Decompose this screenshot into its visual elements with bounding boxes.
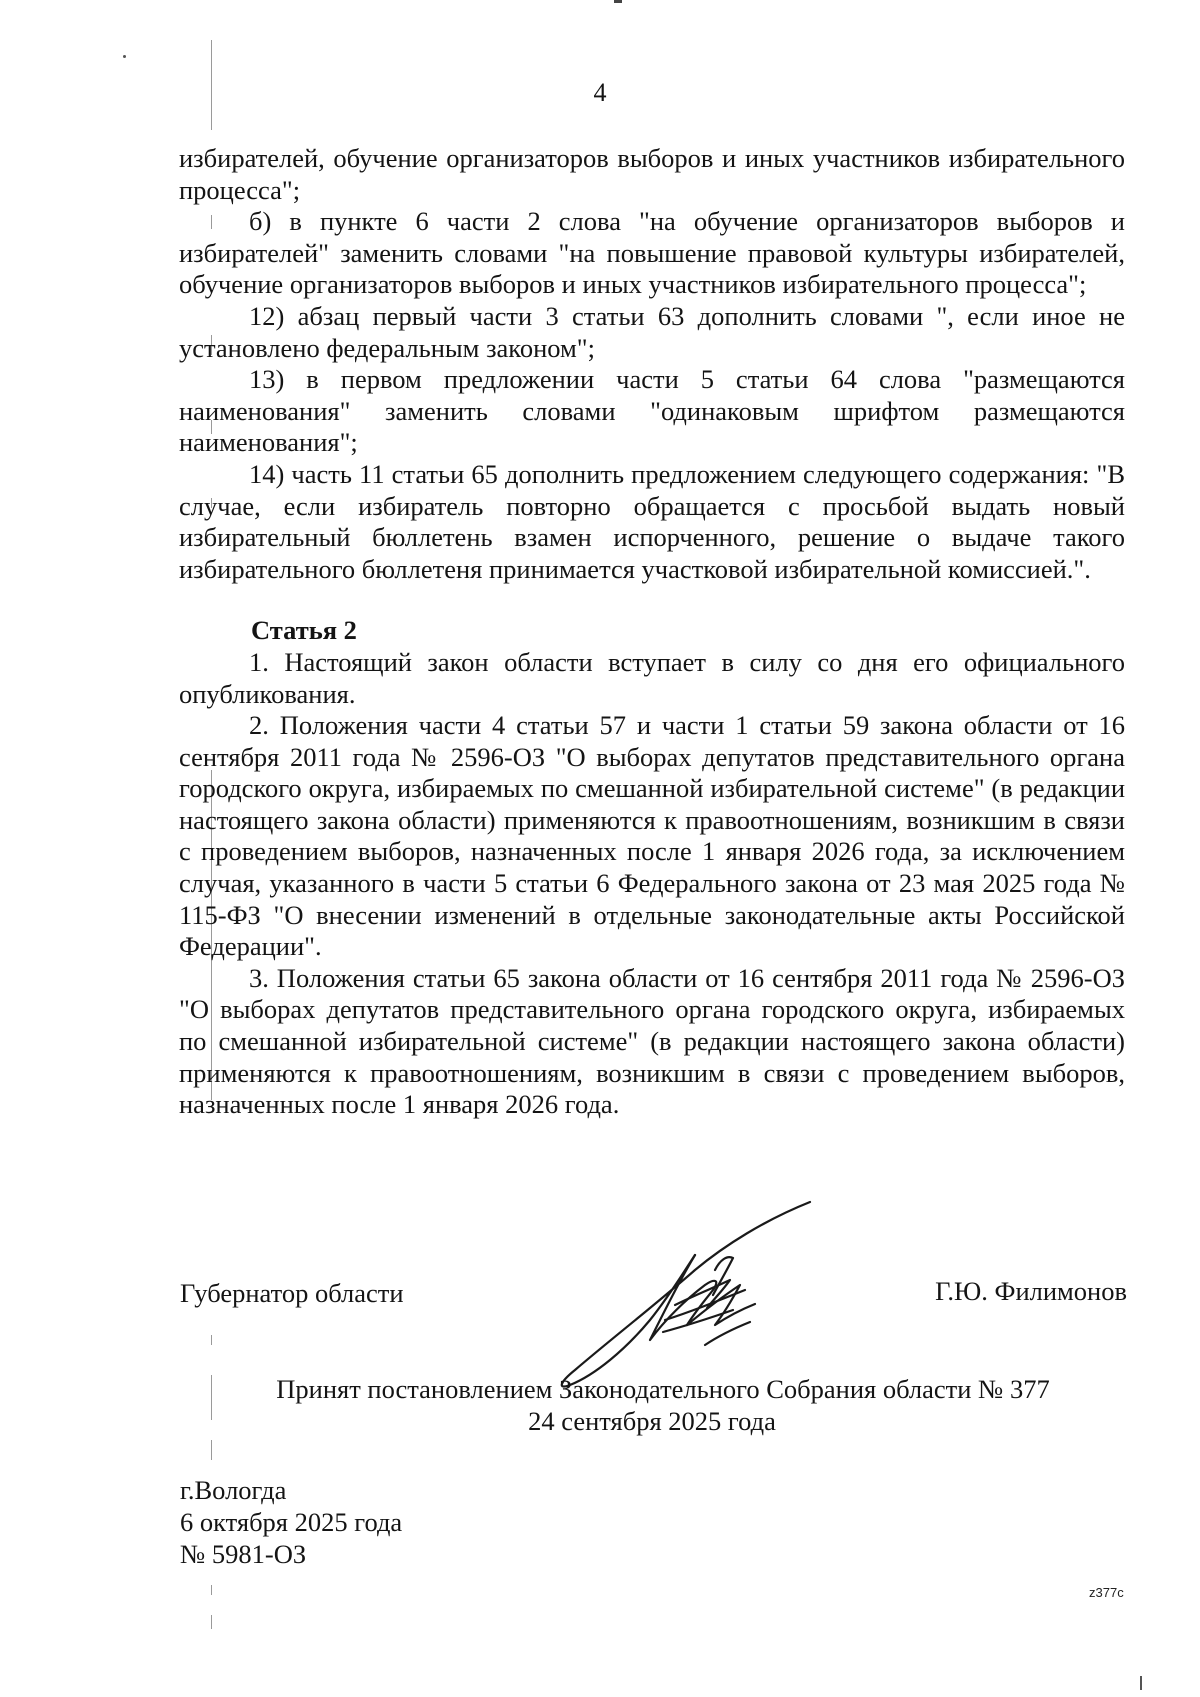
binding-margin-line [211,1585,212,1595]
law-date: 6 октября 2025 года [180,1507,403,1537]
signatory-name: Г.Ю. Филимонов [935,1276,1127,1306]
article-paragraph-list [179,647,1125,1121]
binding-margin-line [211,1615,212,1629]
body-paragraph: 3. Положения статьи 65 закона области от 16 сентября 2011 года № 2596-ОЗ "О выборах депутатов представительного органа городского округа, избираемых по смешанной избирательной системе" (в редакции настоящего закона области) применяются к правоотношениям, возникшим в связи с проведением выборов, назначенных после 1 января 2026 года. [179,962,1125,1120]
scan-artifact-bottom [1140,1676,1142,1690]
article-heading: Статья 2 [251,615,357,646]
body-paragraph: б) в пункте 6 части 2 слова "на обучение организаторов выборов и избирателей" заменить словами "на повышение правовой культуры избирателей, обучение организаторов выборов и иных участников избирательного процесса"; [179,206,1125,300]
law-number: № 5981-ОЗ [180,1539,307,1569]
body-paragraph: 1. Настоящий закон области вступает в силу со дня его официального опубликования. [179,646,1125,709]
body-paragraph: 14) часть 11 статьи 65 дополнить предложением следующего содержания: "В случае, если избиратель повторно обращается с просьбой выдать новый избирательный бюллетень взамен испорченного, решение о выдаче такого избирательного бюллетеня принимается участковой избирательной комиссией.". [179,458,1125,584]
body-paragraph: избирателей, обучение организаторов выборов и иных участников избирательного процесса"; [179,143,1125,205]
binding-margin-line [211,1335,212,1345]
body-paragraph: 13) в первом предложении части 5 статьи 64 слова "размещаются наименования" заменить словами "одинаковым шрифтом размещаются наименования"; [179,364,1125,458]
amendment-list [179,143,1125,585]
document-body [179,143,1125,1121]
law-details [180,1474,402,1570]
law-city: г.Вологда [180,1475,287,1505]
document-code: z377c [1089,1585,1124,1600]
body-paragraph: 2. Положения части 4 статьи 57 и части 1 статьи 59 закона области от 16 сентября 2011 года № 2596-ОЗ "О выборах депутатов представительного органа городского округа, избираемых по смешанной избирательной системе" (в редакции настоящего закона области) применяются к правоотношениям, возникшим в связи с проведением выборов, назначенных после 1 января 2026 года, за исключением случая, указанного в части 5 статьи 6 Федерального закона от 23 мая 2025 года № 115-ФЗ "О внесении изменений в отдельные законодательные акты Российской Федерации". [179,710,1125,962]
signatory-title: Губернатор области [180,1278,404,1308]
scan-artifact-top [614,0,622,3]
binding-margin-line [211,1440,212,1460]
adoption-date: 24 сентября 2025 года [528,1406,776,1436]
page-number: 4 [593,78,607,107]
body-paragraph: 12) абзац первый части 3 статьи 63 дополнить словами ", если иное не установлено федеральным законом"; [179,300,1125,363]
adoption-note [179,1373,1125,1437]
handwritten-signature [555,1200,845,1390]
adoption-resolution: Принят постановлением Законодательного Собрания области № 377 [276,1374,1050,1404]
scan-artifact-dot [123,55,126,58]
